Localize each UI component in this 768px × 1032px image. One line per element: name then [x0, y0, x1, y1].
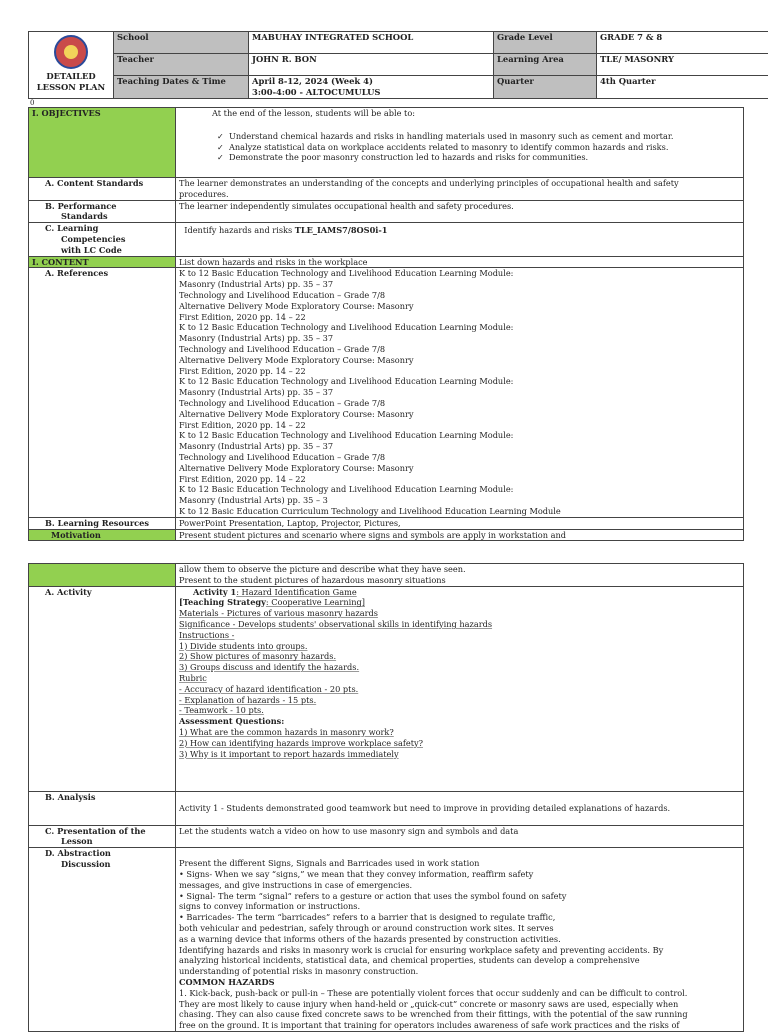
performance-label-line1: B. Performance — [45, 201, 172, 212]
references-value — [176, 268, 744, 517]
reference-line: Alternative Delivery Mode Exploratory Course: Masonry — [179, 463, 740, 474]
activity-strategy — [179, 597, 740, 608]
abstraction-line: both vehicular and pedestrian, safely through or around construction work sites. It serves — [179, 923, 740, 934]
strategy-rest: : Cooperative Learning] — [266, 597, 365, 607]
analysis-label: B. Analysis — [29, 791, 176, 825]
learning-resources-value: PowerPoint Presentation, Laptop, Projector, Pictures, — [176, 517, 744, 529]
reference-line: Alternative Delivery Mode Exploratory Course: Masonry — [179, 409, 740, 420]
objective-item: ✓ Analyze statistical data on workplace accidents related to masonry to identify common hazards and risks. — [217, 142, 740, 153]
reference-line: Alternative Delivery Mode Exploratory Course: Masonry — [179, 301, 740, 312]
school-label: School — [114, 32, 249, 54]
dates-label: Teaching Dates & Time — [114, 76, 249, 99]
reference-line: Technology and Livelihood Education – Grade 7/8 — [179, 398, 740, 409]
performance-standards-label — [29, 200, 176, 223]
motivation-label: Motivation — [29, 529, 176, 541]
objective-item: ✓ Understand chemical hazards and risks in handling materials used in masonry such as cement and mortar. — [217, 131, 740, 142]
activity-label: A. Activity — [29, 586, 176, 791]
abstraction-value — [176, 848, 744, 1032]
competencies-label-line2: Competencies — [45, 234, 172, 245]
abstraction-line: analyzing historical incidents, statistical data, and chemical properties, students can develop a comprehensive — [179, 955, 740, 966]
assessment-question: 3) Why is it important to report hazards immediately — [179, 749, 740, 760]
content-standards-line2: procedures. — [179, 189, 740, 200]
reference-line: First Edition, 2020 pp. 14 – 22 — [179, 366, 740, 377]
dates-value — [249, 76, 494, 99]
dates-value-line1: April 8-12, 2024 (Week 4) — [252, 76, 490, 87]
competencies-code: TLE_IAMS7/8OS0i-1 — [295, 225, 388, 235]
objectives-intro: At the end of the lesson, students will be able to: — [179, 108, 740, 119]
reference-line: Masonry (Industrial Arts) pp. 35 – 37 — [179, 279, 740, 290]
teacher-value: JOHN R. BON — [249, 54, 494, 76]
activity-line: - Accuracy of hazard identification - 20 pts. — [179, 684, 740, 695]
dates-value-line2: 3:00-4:00 - ALTOCUMULUS — [252, 87, 490, 98]
reference-line: Masonry (Industrial Arts) pp. 35 – 37 — [179, 333, 740, 344]
teacher-label: Teacher — [114, 54, 249, 76]
activity-value — [176, 586, 744, 791]
abstraction-label — [29, 848, 176, 1032]
assessment-question: 1) What are the common hazards in masonry work? — [179, 727, 740, 738]
content-standards-label: A. Content Standards — [29, 178, 176, 201]
deped-seal-icon — [54, 35, 88, 69]
quarter-label: Quarter — [494, 76, 597, 99]
reference-line: K to 12 Basic Education Curriculum Technology and Livelihood Education Learning Module — [179, 506, 740, 517]
plan-title-line2: LESSON PLAN — [32, 82, 110, 93]
abstraction-label-line2: Discussion — [45, 859, 172, 870]
activity-title-prefix: Activity 1 — [193, 587, 236, 597]
motivation-value: Present student pictures and scenario where signs and symbols are apply in workstation and — [176, 529, 744, 541]
hazard-line: free on the ground. It is important that training for operators includes awareness of safe work practices and the risks of — [179, 1020, 740, 1031]
grade-value: GRADE 7 & 8 — [597, 32, 768, 54]
competencies-text: Identify hazards and risks — [184, 225, 295, 235]
hazard-line: They are most likely to cause injury when hand-held or „quick-cut” concrete or masonry saws are used, especially when — [179, 999, 740, 1010]
objectives-list — [217, 131, 740, 163]
activity-line: - Explanation of hazards - 15 pts. — [179, 695, 740, 706]
stray-mark: 0 — [30, 98, 34, 109]
abstraction-line: • Signs- When we say “signs,” we mean that they convey information, reaffirm safety — [179, 869, 740, 880]
competencies-label-line3: with LC Code — [45, 245, 172, 256]
assessment-question: 2) How can identifying hazards improve workplace safety? — [179, 738, 740, 749]
presentation-label-line1: C. Presentation of the — [45, 826, 172, 837]
motivation-cont-line2: Present to the student pictures of hazardous masonry situations — [179, 575, 740, 586]
reference-line: Technology and Livelihood Education – Grade 7/8 — [179, 290, 740, 301]
performance-label-line2: Standards — [45, 211, 172, 222]
reference-line: First Edition, 2020 pp. 14 – 22 — [179, 312, 740, 323]
activity-line: Materials - Pictures of various masonry hazards — [179, 608, 740, 619]
reference-line: K to 12 Basic Education Technology and Livelihood Education Learning Module: — [179, 376, 740, 387]
activity-title-rest: : Hazard Identification Game — [236, 587, 357, 597]
reference-line: Technology and Livelihood Education – Grade 7/8 — [179, 452, 740, 463]
reference-line: Masonry (Industrial Arts) pp. 35 – 3 — [179, 495, 740, 506]
content-standards-line1: The learner demonstrates an understanding of the concepts and underlying principles of occupational health and safety — [179, 178, 740, 189]
objective-item: ✓ Demonstrate the poor masonry construction led to hazards and risks for communities. — [217, 152, 740, 163]
learning-resources-label: B. Learning Resources — [29, 517, 176, 529]
activity-line: 2) Show pictures of masonry hazards. — [179, 651, 740, 662]
activity-line: Instructions - — [179, 630, 740, 641]
hazard-line: 1. Kick-back, push-back or pull-in – These are potentially violent forces that occur suddenly and can be difficult to control. — [179, 988, 740, 999]
reference-line: Alternative Delivery Mode Exploratory Course: Masonry — [179, 355, 740, 366]
content-label: I. CONTENT — [29, 256, 176, 268]
abstraction-line: Present the different Signs, Signals and Barricades used in work station — [179, 858, 740, 869]
abstraction-line: as a warning device that informs others of the hazards presented by construction activities. — [179, 934, 740, 945]
plan-title-line1: DETAILED — [32, 71, 110, 82]
reference-line: Technology and Livelihood Education – Grade 7/8 — [179, 344, 740, 355]
analysis-text: Activity 1 - Students demonstrated good teamwork but need to improve in providing detailed explanations of hazards. — [179, 803, 670, 813]
analysis-value — [176, 791, 744, 825]
school-value: MABUHAY INTEGRATED SCHOOL — [249, 32, 494, 54]
abstraction-label-line1: D. Abstraction — [45, 848, 172, 859]
presentation-value: Let the students watch a video on how to use masonry sign and symbols and data — [176, 825, 744, 848]
area-value: TLE/ MASONRY — [597, 54, 768, 76]
reference-line: K to 12 Basic Education Technology and Livelihood Education Learning Module: — [179, 430, 740, 441]
abstraction-line: • Signal- The term “signal” refers to a gesture or action that uses the symbol found on safety — [179, 891, 740, 902]
content-standards-value — [176, 178, 744, 201]
lesson-table-1 — [28, 107, 744, 541]
motivation-continued-label — [29, 564, 176, 587]
objectives-cell — [176, 108, 744, 178]
area-label: Learning Area — [494, 54, 597, 76]
school-logo-cell — [29, 32, 114, 99]
references-label: A. References — [29, 268, 176, 517]
assessment-title: Assessment Questions: — [179, 716, 740, 727]
motivation-cont-line1: allow them to observe the picture and describe what they have seen. — [179, 564, 740, 575]
reference-line: K to 12 Basic Education Technology and Livelihood Education Learning Module: — [179, 484, 740, 495]
abstraction-line: signs to convey information or instructions. — [179, 901, 740, 912]
reference-line: Masonry (Industrial Arts) pp. 35 – 37 — [179, 387, 740, 398]
activity-title — [179, 587, 740, 598]
presentation-label — [29, 825, 176, 848]
reference-line: First Edition, 2020 pp. 14 – 22 — [179, 420, 740, 431]
abstraction-line: messages, and give instructions in case of emergencies. — [179, 880, 740, 891]
abstraction-line: Identifying hazards and risks in masonry work is crucial for ensuring workplace safety and preventing accidents. By — [179, 945, 740, 956]
activity-line: - Teamwork - 10 pts. — [179, 705, 740, 716]
activity-line: Significance - Develops students' observational skills in identifying hazards — [179, 619, 740, 630]
strategy-prefix: [Teaching Strategy — [179, 597, 266, 607]
activity-line: 3) Groups discuss and identify the hazards. — [179, 662, 740, 673]
reference-line: Masonry (Industrial Arts) pp. 35 – 37 — [179, 441, 740, 452]
reference-line: First Edition, 2020 pp. 14 – 22 — [179, 474, 740, 485]
objectives-label: I. OBJECTIVES — [29, 108, 176, 178]
activity-line: Rubric — [179, 673, 740, 684]
common-hazards-title: COMMON HAZARDS — [179, 977, 740, 988]
competencies-value — [176, 223, 744, 256]
motivation-continued-value — [176, 564, 744, 587]
activity-line: 1) Divide students into groups. — [179, 641, 740, 652]
content-value: List down hazards and risks in the workplace — [176, 256, 744, 268]
reference-line: K to 12 Basic Education Technology and Livelihood Education Learning Module: — [179, 268, 740, 279]
abstraction-line: • Barricades- The term “barricades” refers to a barrier that is designed to regulate traffic, — [179, 912, 740, 923]
presentation-label-line2: Lesson — [45, 836, 172, 847]
header-table — [28, 31, 768, 99]
competencies-label — [29, 223, 176, 256]
competencies-label-line1: C. Learning — [45, 223, 172, 234]
grade-label: Grade Level — [494, 32, 597, 54]
reference-line: K to 12 Basic Education Technology and Livelihood Education Learning Module: — [179, 322, 740, 333]
performance-standards-value: The learner independently simulates occupational health and safety procedures. — [176, 200, 744, 223]
hazard-line: chasing. They can also cause fixed concrete saws to be wrenched from their fittings, with the potential of the saw running — [179, 1009, 740, 1020]
quarter-value: 4th Quarter — [597, 76, 768, 99]
lesson-table-2 — [28, 563, 744, 1032]
abstraction-line: understanding of potential risks in masonry construction. — [179, 966, 740, 977]
